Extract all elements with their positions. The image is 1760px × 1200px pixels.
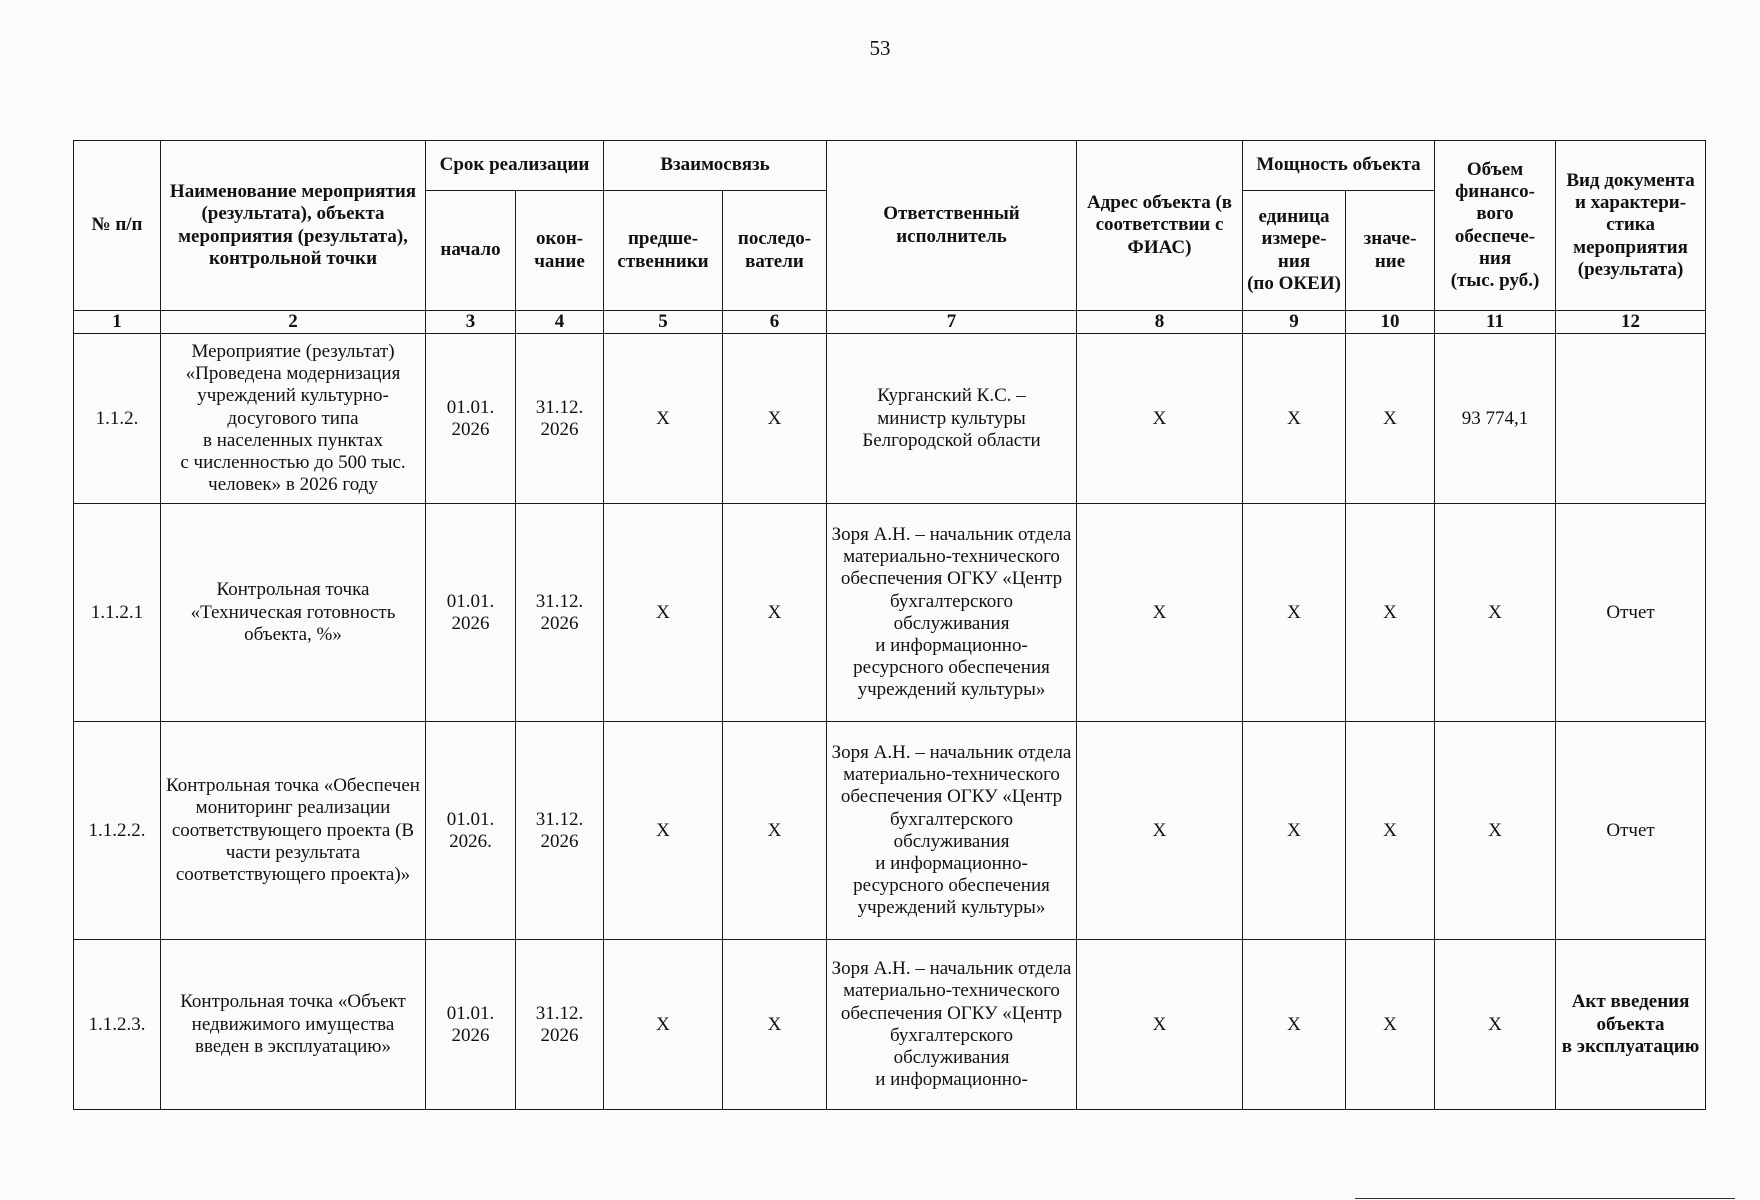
row-responsible: Зоря А.Н. – начальник отдела материально-технического обеспечения ОГКУ «Центр бухгалтерского обслуживания и информационно- — [827, 940, 1077, 1110]
column-number: 9 — [1243, 311, 1346, 334]
row-number: 1.1.2.2. — [74, 722, 161, 940]
column-number: 10 — [1346, 311, 1435, 334]
row-predecessors: X — [604, 504, 723, 722]
row-start: 01.01. 2026 — [426, 334, 516, 504]
column-number: 7 — [827, 311, 1077, 334]
column-number: 8 — [1077, 311, 1243, 334]
table-body — [74, 334, 1706, 1110]
column-number: 1 — [74, 311, 161, 334]
row-successors: X — [723, 722, 827, 940]
row-name: Мероприятие (результат) «Проведена модернизация учреждений культурно-досугового типа в населенных пунктах с численностью до 500 тыс. человек» в 2026 году — [161, 334, 426, 504]
row-predecessors: X — [604, 722, 723, 940]
row-responsible: Курганский К.С. – министр культуры Белгородской области — [827, 334, 1077, 504]
row-responsible: Зоря А.Н. – начальник отдела материально-технического обеспечения ОГКУ «Центр бухгалтерского обслуживания и информационно-ресурсного обеспечения учреждений культуры» — [827, 504, 1077, 722]
header-predecessors: предше- ственники — [604, 191, 723, 311]
header-finance: Объем финансо- вого обеспече- ния (тыс. руб.) — [1435, 141, 1556, 311]
row-finance: X — [1435, 722, 1556, 940]
row-unit: X — [1243, 940, 1346, 1110]
header-start: начало — [426, 191, 516, 311]
row-address: X — [1077, 722, 1243, 940]
header-term-group: Срок реализации — [426, 141, 604, 191]
row-name: Контрольная точка «Обеспечен мониторинг реализации соответствующего проекта (В части результата соответствующего проекта)» — [161, 722, 426, 940]
row-address: X — [1077, 334, 1243, 504]
header-link-group: Взаимосвязь — [604, 141, 827, 191]
row-document: Акт введения объекта в эксплуатацию — [1556, 940, 1706, 1110]
table-header — [74, 141, 1706, 334]
header-document: Вид документа и характери- стика мероприятия (результата) — [1556, 141, 1706, 311]
column-number: 2 — [161, 311, 426, 334]
row-finance: X — [1435, 940, 1556, 1110]
footer-rule — [1355, 1198, 1735, 1199]
row-unit: X — [1243, 334, 1346, 504]
row-successors: X — [723, 504, 827, 722]
header-name: Наименование мероприятия (результата), объекта мероприятия (результата), контрольной точки — [161, 141, 426, 311]
column-number: 5 — [604, 311, 723, 334]
row-document: Отчет — [1556, 722, 1706, 940]
row-predecessors: X — [604, 334, 723, 504]
table-row — [74, 504, 1706, 722]
row-end: 31.12. 2026 — [516, 940, 604, 1110]
row-address: X — [1077, 940, 1243, 1110]
row-value: X — [1346, 504, 1435, 722]
row-value: X — [1346, 334, 1435, 504]
row-document — [1556, 334, 1706, 504]
table-row — [74, 722, 1706, 940]
row-start: 01.01. 2026 — [426, 504, 516, 722]
row-name: Контрольная точка «Объект недвижимого имущества введен в эксплуатацию» — [161, 940, 426, 1110]
header-end: окон- чание — [516, 191, 604, 311]
row-start: 01.01. 2026. — [426, 722, 516, 940]
row-number: 1.1.2. — [74, 334, 161, 504]
row-start: 01.01. 2026 — [426, 940, 516, 1110]
header-address: Адрес объекта (в соответствии с ФИАС) — [1077, 141, 1243, 311]
header-value: значе- ние — [1346, 191, 1435, 311]
row-successors: X — [723, 334, 827, 504]
row-address: X — [1077, 504, 1243, 722]
row-number: 1.1.2.1 — [74, 504, 161, 722]
row-end: 31.12. 2026 — [516, 504, 604, 722]
row-unit: X — [1243, 722, 1346, 940]
header-responsible: Ответственный исполнитель — [827, 141, 1077, 311]
row-end: 31.12. 2026 — [516, 722, 604, 940]
row-finance: 93 774,1 — [1435, 334, 1556, 504]
row-document: Отчет — [1556, 504, 1706, 722]
table-row — [74, 940, 1706, 1110]
column-number: 4 — [516, 311, 604, 334]
row-value: X — [1346, 722, 1435, 940]
row-value: X — [1346, 940, 1435, 1110]
page-number: 53 — [869, 36, 891, 60]
header-successors: последо- ватели — [723, 191, 827, 311]
column-number: 11 — [1435, 311, 1556, 334]
row-successors: X — [723, 940, 827, 1110]
column-numbers-row — [74, 311, 1706, 334]
header-unit: единица измере- ния (по ОКЕИ) — [1243, 191, 1346, 311]
row-end: 31.12. 2026 — [516, 334, 604, 504]
row-name: Контрольная точка «Техническая готовность объекта, %» — [161, 504, 426, 722]
table-row — [74, 334, 1706, 504]
header-capacity-group: Мощность объекта — [1243, 141, 1435, 191]
row-number: 1.1.2.3. — [74, 940, 161, 1110]
event-plan-table — [73, 140, 1706, 1110]
row-predecessors: X — [604, 940, 723, 1110]
row-responsible: Зоря А.Н. – начальник отдела материально-технического обеспечения ОГКУ «Центр бухгалтерского обслуживания и информационно-ресурсного обеспечения учреждений культуры» — [827, 722, 1077, 940]
column-number: 3 — [426, 311, 516, 334]
column-number: 12 — [1556, 311, 1706, 334]
header-number: № п/п — [74, 141, 161, 311]
row-finance: X — [1435, 504, 1556, 722]
column-number: 6 — [723, 311, 827, 334]
row-unit: X — [1243, 504, 1346, 722]
